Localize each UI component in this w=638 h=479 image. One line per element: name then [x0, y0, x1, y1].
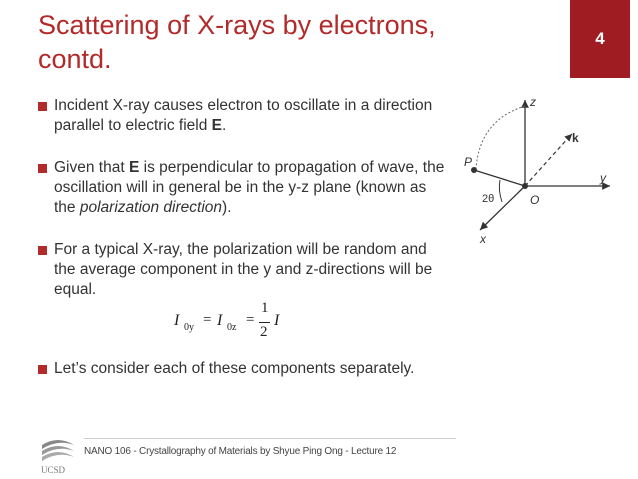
bullet-text: [54, 359, 448, 379]
bullet-text-part: polarization direction: [79, 199, 223, 216]
label-O: O: [530, 193, 540, 207]
slide-title: Scattering of X-rays by electrons, contd.: [38, 10, 436, 74]
eq-I-2: I: [217, 312, 223, 329]
origin-point: [522, 183, 528, 189]
bullet-text-part: For a typical X-ray, the polarization will be random and the average component in the y and z-directions will be equal.: [54, 241, 433, 298]
label-k: k: [572, 131, 579, 145]
eq-equals-1: =: [203, 312, 212, 328]
angle-arc: [499, 180, 502, 202]
slide-number-badge: [570, 0, 630, 78]
bullet-text-part: E: [128, 159, 140, 176]
bullet-text-part: Let’s consider each of these components separately.: [54, 360, 415, 377]
dashed-arc: [476, 106, 525, 168]
intensity-equation: [170, 300, 290, 348]
bullet-text-part: .: [222, 117, 227, 134]
eq-sub-2: 0z: [227, 322, 237, 333]
eq-denominator: 2: [260, 324, 268, 340]
bullet-text: [54, 158, 448, 218]
scattering-geometry-diagram: [440, 90, 620, 250]
bullet-square-icon: [38, 164, 47, 173]
footer-text: NANO 106 - Crystallography of Materials by Shyue Ping Ong - Lecture 12: [84, 446, 397, 457]
ucsd-logo-icon: [38, 435, 78, 475]
bullet-text-part: ).: [222, 199, 232, 216]
bullet-item-3: [38, 240, 448, 300]
label-P: P: [464, 155, 473, 169]
bullet-item-2: [38, 158, 448, 218]
bullet-square-icon: [38, 365, 47, 374]
label-x: x: [480, 232, 486, 246]
bullet-item-4: [38, 359, 448, 379]
bullet-square-icon: [38, 246, 47, 255]
footer-divider: [84, 438, 456, 439]
label-2theta: 2θ: [482, 193, 495, 205]
bullet-item-1: [38, 96, 448, 136]
bullet-text-part: is perpendicular to propagation of wave, the oscillation will in general be in the y-z plane (known as the: [54, 159, 445, 216]
eq-equals-2: =: [246, 312, 255, 328]
logo-text: UCSD: [41, 465, 66, 475]
fraction-bar: [259, 322, 270, 323]
eq-I-3: I: [274, 312, 280, 329]
label-z: z: [530, 95, 536, 109]
bullet-text-part: Incident X-ray causes electron to oscillate in a direction parallel to electric field: [54, 97, 433, 134]
bullet-text: [54, 240, 448, 300]
incident-wave-vector: [525, 136, 570, 186]
bullet-square-icon: [38, 102, 47, 111]
eq-sub-1: 0y: [184, 322, 194, 333]
eq-numerator: 1: [261, 300, 269, 316]
bullet-text: [54, 96, 448, 136]
bullet-text-part: Given that: [54, 159, 129, 176]
bullet-text-part: E: [211, 117, 223, 134]
label-y: y: [600, 171, 606, 185]
slide-number: 4: [595, 29, 605, 48]
eq-I-1: I: [174, 312, 180, 329]
